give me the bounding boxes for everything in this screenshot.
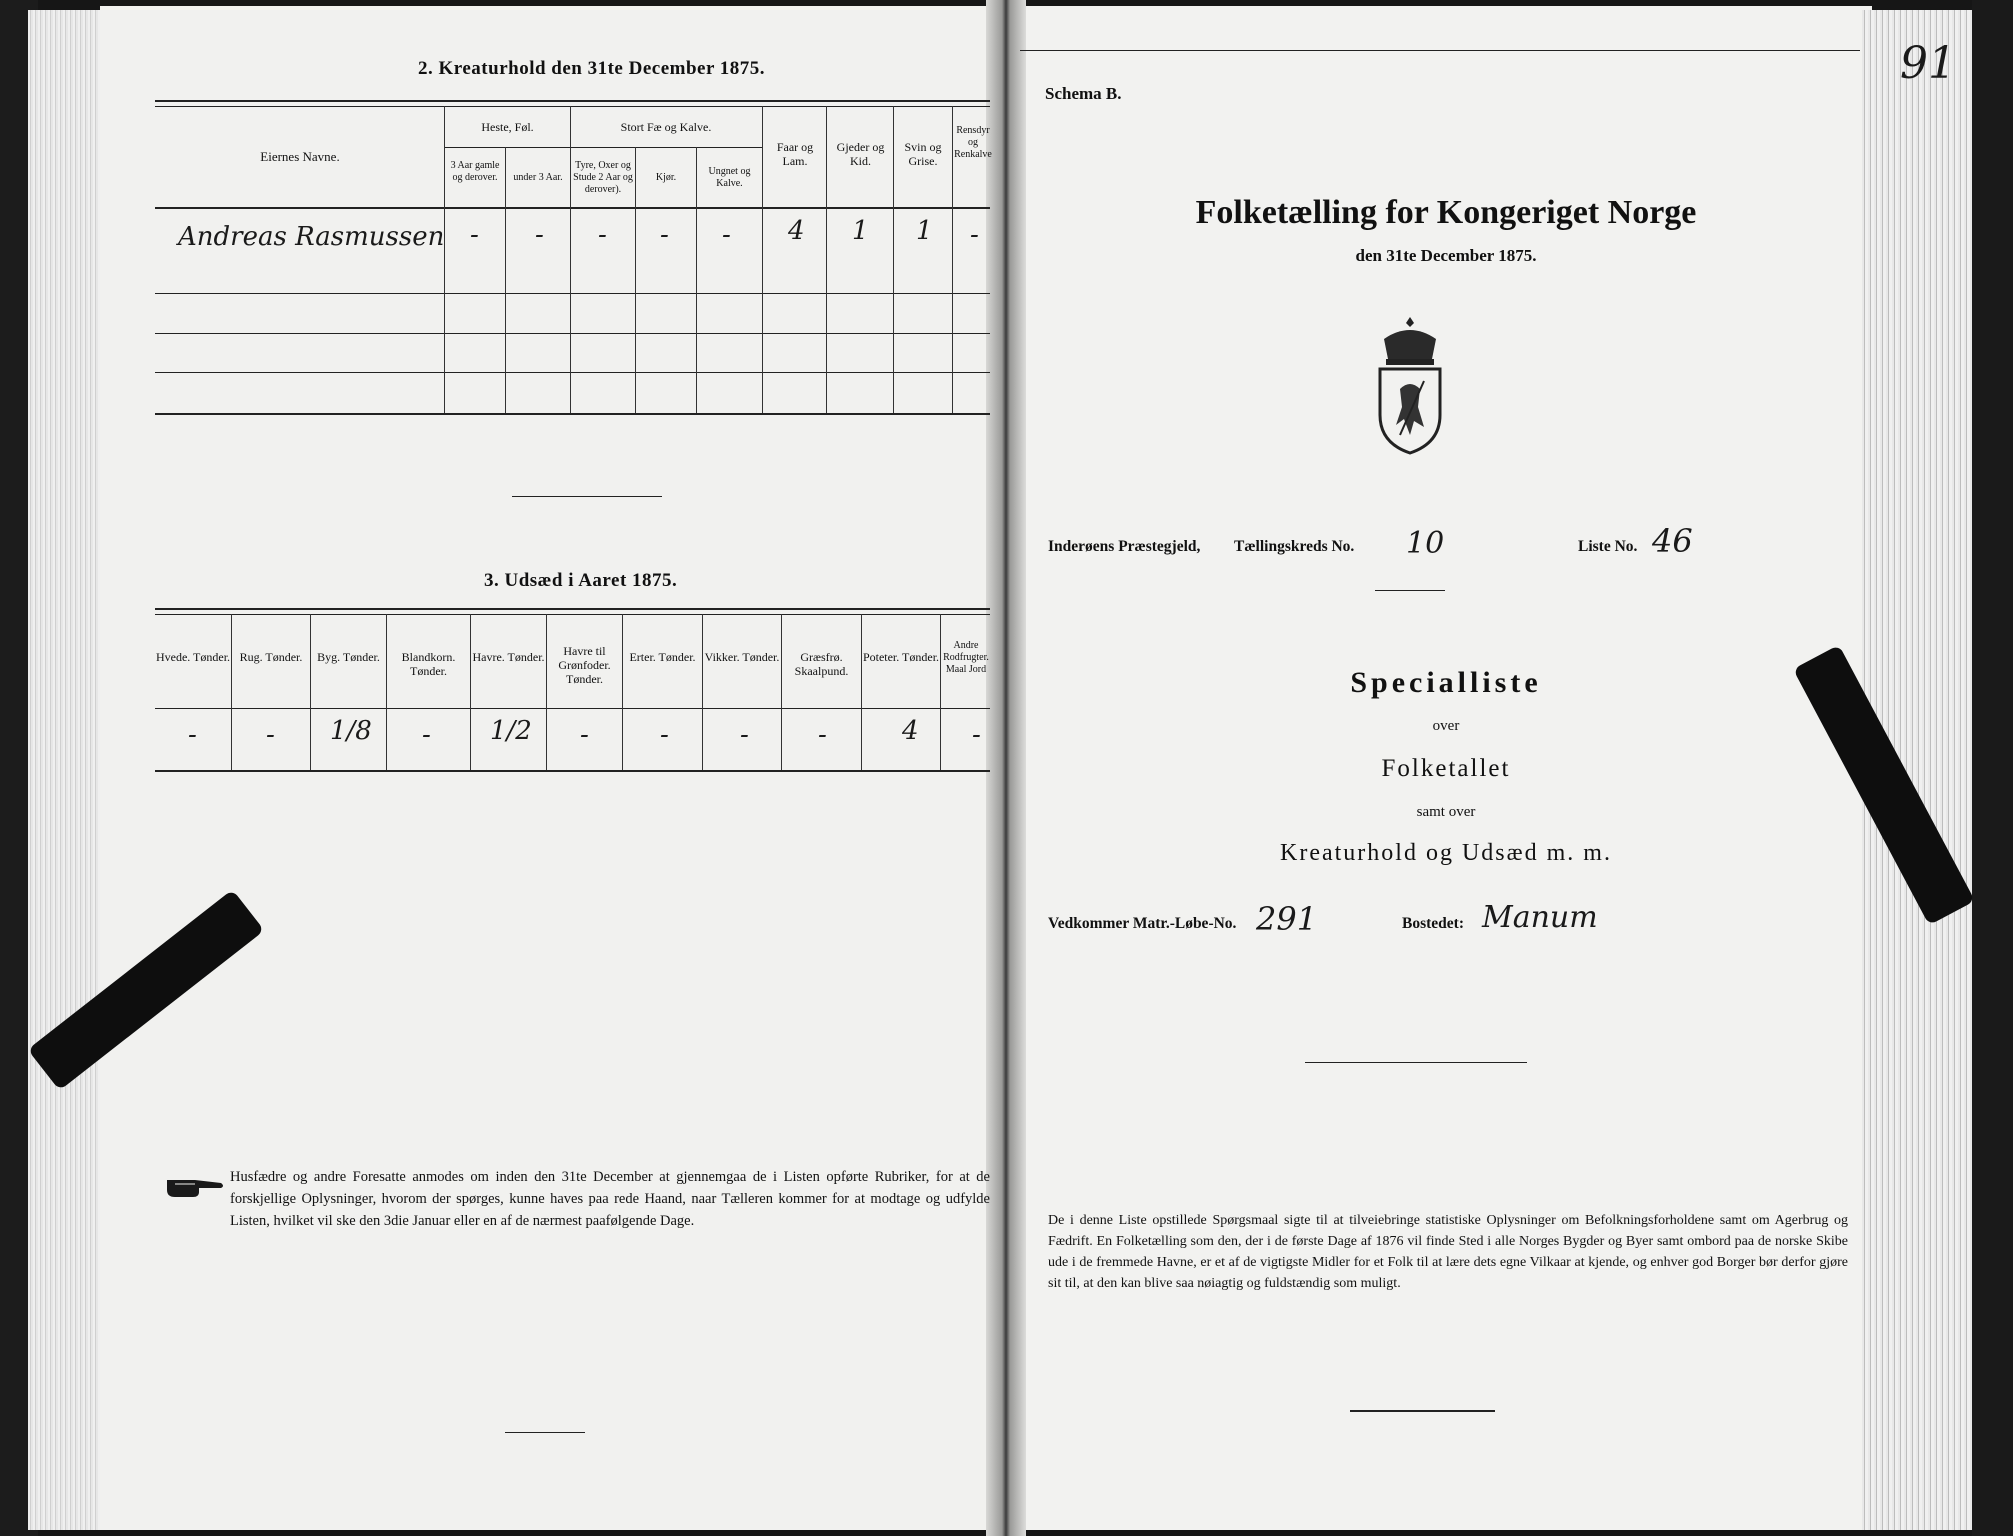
col-svin: Svin og Grise. — [904, 140, 942, 168]
top-rule — [1020, 50, 1860, 51]
table3-top-rule — [155, 608, 990, 610]
table2-subgroup-rule — [445, 147, 570, 148]
explanatory-paragraph: De i denne Liste opstillede Spørgsmaal sigte til at tilveiebringe statistiske Oplysninger om Befolkningsforholdene samt om Agerbrug og Fædrift. En Folketælling som den, der i de første Dage af 1876 vil finde Sted i alle Norges Bygder og Byer samt ombord paa de norske Skibe ude i de fremmede Havne, er et af de vigtigste Midler for et Folk til at lære dets egne Vilkaar at kjende, og enhver god Borger bør derfor gjøre sit til, at den kan blive saa nøiagtig og fuldstændig som muligt. — [1048, 1213, 1848, 1291]
val-rug: - — [266, 720, 275, 750]
table3-col-line — [470, 614, 471, 770]
val-vikker: - — [740, 720, 749, 750]
val-byg: 1/8 — [330, 716, 372, 746]
table2-col-line — [762, 106, 763, 413]
background-right — [1972, 0, 2013, 1536]
divider — [1375, 590, 1445, 591]
table3-col-line — [546, 614, 547, 770]
val-erter: - — [660, 720, 669, 750]
coat-of-arms-icon — [1370, 315, 1450, 455]
col-eiernes-navne: Eiernes Navne. — [260, 149, 340, 164]
table3-col-line — [310, 614, 311, 770]
col-kjor: Kjør. — [655, 172, 677, 183]
table3-col-line — [940, 614, 941, 770]
pointing-hand-icon — [165, 1172, 225, 1200]
list-no: 46 — [1652, 522, 1693, 560]
divider — [512, 496, 662, 497]
col-under3: under 3 Aar. — [513, 172, 563, 183]
table2-top-rule — [155, 100, 990, 102]
folketallet-text: Folketallet — [1381, 755, 1511, 782]
district-label: Tællingskreds No. — [1234, 538, 1355, 555]
cell-gjeder: 1 — [852, 216, 869, 246]
val-havre-gronfoder: - — [580, 720, 589, 750]
document-date: den 31te December 1875. — [1355, 246, 1537, 265]
col-3aar: 3 Aar gamle og derover. — [450, 160, 500, 183]
table2-row-rule — [155, 293, 990, 294]
bosted-label: Bostedet: — [1402, 915, 1464, 932]
table2-col-line — [570, 106, 571, 413]
col-blandkorn: Blandkorn. Tønder. — [401, 650, 456, 678]
notice-text: Husfædre og andre Foresatte anmodes om inden den 31te December at gjennemgaa de i Listen opførte Rubriker, for at de forskjellige Oplysninger, hvorom der spørges, kunne haves paa rede Haand, naar Tælleren kommer for at modtage og udfylde Listen, hvilket vil ske den 3die Januar eller en af de nærmest paafølgende Dage. — [230, 1169, 990, 1229]
bosted-value: Manum — [1482, 900, 1598, 935]
col-rensdyr: Rensdyr og Renkalve — [954, 125, 992, 160]
col-stort-group: Stort Fæ og Kalve. — [620, 120, 712, 134]
table2-row-rule — [155, 372, 990, 373]
col-gjeder: Gjeder og Kid. — [836, 140, 885, 168]
col-graesfro: Græsfrø. Skaalpund. — [794, 650, 849, 678]
col-ungnet: Ungnet og Kalve. — [708, 166, 751, 189]
table3-col-line — [386, 614, 387, 770]
table3-bottom-rule — [155, 770, 990, 772]
table2-col-line — [826, 106, 827, 413]
parish-label: Inderøens Præstegjeld, — [1048, 538, 1201, 555]
table3-header-rule — [155, 708, 990, 709]
col-faar: Faar og Lam. — [776, 140, 814, 168]
table3-col-line — [861, 614, 862, 770]
table2-header-rule — [155, 207, 990, 209]
cell-svin: 1 — [916, 216, 933, 246]
table3-col-line — [702, 614, 703, 770]
document-title: Folketælling for Kongeriget Norge — [1195, 194, 1697, 231]
cell-rensdyr: - — [970, 220, 979, 250]
cell-faar: 4 — [788, 216, 805, 246]
matr-no: 291 — [1256, 900, 1318, 938]
matr-label: Vedkommer Matr.-Løbe-No. — [1048, 915, 1237, 932]
table2-bottom-rule — [155, 413, 990, 415]
owner-name-cell: Andreas Rasmussen — [178, 222, 445, 252]
samt-over-text: samt over — [1416, 804, 1476, 820]
divider — [1305, 1062, 1527, 1063]
cell-3aar: - — [470, 220, 479, 250]
page-stack-left — [28, 10, 108, 1530]
cell-ungnet: - — [722, 220, 731, 250]
cell-kjor: - — [660, 220, 669, 250]
cell-under3: - — [535, 220, 544, 250]
table3-col-line — [622, 614, 623, 770]
specialliste-heading: Specialliste — [1350, 666, 1542, 699]
val-poteter: 4 — [902, 716, 919, 746]
col-andre-rodfrugter: Andre Rodfrugter. Maal Jord — [943, 640, 989, 675]
col-havre: Havre. Tønder. — [472, 650, 545, 664]
table2-col-line — [505, 147, 506, 413]
val-graesfro: - — [818, 720, 827, 750]
val-havre: 1/2 — [490, 716, 532, 746]
district-no: 10 — [1406, 526, 1445, 561]
col-hvede: Hvede. Tønder. — [155, 650, 231, 664]
col-byg: Byg. Tønder. — [317, 650, 380, 664]
section2-title: 2. Kreaturhold den 31te December 1875. — [418, 58, 766, 79]
divider — [505, 1432, 585, 1433]
table2-col-line — [444, 106, 445, 413]
list-label: Liste No. — [1578, 538, 1638, 555]
kreaturhold-text: Kreaturhold og Udsæd m. m. — [1280, 840, 1612, 866]
table2-top-rule-thin — [155, 106, 990, 107]
table2-row-rule — [155, 333, 990, 334]
col-poteter: Poteter. Tønder. — [862, 650, 940, 664]
col-heste-group: Heste, Føl. — [481, 120, 534, 134]
table3-col-line — [231, 614, 232, 770]
val-andre: - — [972, 720, 981, 750]
schema-label: Schema B. — [1045, 84, 1122, 103]
table3-top-rule-thin — [155, 614, 990, 615]
val-blandkorn: - — [422, 720, 431, 750]
table2-subgroup-rule — [570, 147, 762, 148]
over-text: over — [1432, 718, 1460, 734]
col-tyre: Tyre, Oxer og Stude 2 Aar og derover). — [573, 160, 633, 195]
col-havre-gronfoder: Havre til Grønfoder. Tønder. — [558, 644, 611, 686]
section3-title: 3. Udsæd i Aaret 1875. — [484, 570, 678, 591]
table2-col-line — [635, 147, 636, 413]
col-erter: Erter. Tønder. — [629, 650, 696, 664]
divider — [1350, 1410, 1495, 1412]
page-number: 91 — [1900, 38, 1956, 89]
col-rug: Rug. Tønder. — [239, 650, 303, 664]
cell-tyre: - — [598, 220, 607, 250]
val-hvede: - — [188, 720, 197, 750]
table3-col-line — [781, 614, 782, 770]
col-vikker: Vikker. Tønder. — [704, 650, 780, 664]
